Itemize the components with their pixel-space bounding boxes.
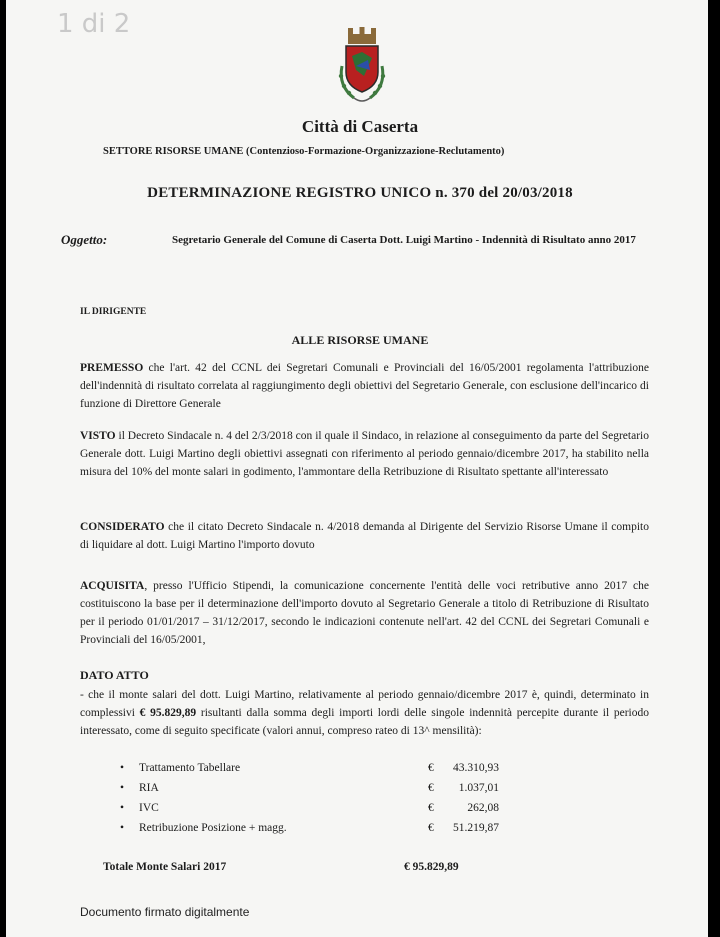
currency-symbol: € [428,802,434,814]
paragraph-premesso [80,359,649,413]
dato-atto-amount: € 95.829,89 [139,707,197,719]
bullet-icon: • [120,762,125,774]
bullet-icon: • [120,802,125,814]
determination-title: DETERMINAZIONE REGISTRO UNICO n. 370 del 20/03/2018 [147,185,573,201]
list-item [120,802,500,822]
item-label: Retribuzione Posizione + magg. [139,822,287,834]
subject-text: Segretario Generale del Comune di Caserta Dott. Luigi Martino - Indennità di Risultato anno 2017 [172,234,636,246]
total-label: Totale Monte Salari 2017 [103,861,227,873]
paragraph-text: che l'art. 42 del CCNL dei Segretari Comunali e Provinciali del 16/05/2001 regolamenta l'attribuzione dell'indennità di risultato correlata al raggiungimento degli obiettivi del Segretario Generale, con esclusione dell'incarico di funzione di Direttore Generale [80,362,649,410]
total-value: € 95.829,89 [404,861,459,873]
paragraph-lead: PREMESSO [80,362,144,374]
dato-atto-text-before: - che il monte salari del dott. Luigi Martino, relativamente al periodo gennaio/dicembre 2017 è, quindi, determinato in complessivi [80,689,649,719]
list-item [120,782,500,802]
item-value: 51.219,87 [453,822,499,834]
director-area-heading: ALLE RISORSE UMANE [291,333,429,347]
city-crest-icon [334,26,390,106]
dato-atto-text-after: risultanti dalla somma degli importi lordi delle singole indennità percepite durante il periodo interessato, come di seguito specificate (valori annui, compreso rateo di 13^ mensilità): [80,707,649,737]
paragraph-dato-atto [80,686,649,740]
director-heading: IL DIRIGENTE [80,307,147,317]
bullet-icon: • [120,782,125,794]
list-item [120,762,500,782]
currency-symbol: € [428,762,434,774]
sector-name: SETTORE RISORSE UMANE (Contenzioso-Formazione-Organizzazione-Reclutamento) [103,146,505,157]
dato-atto-heading: DATO ATTO [80,668,149,682]
paragraph-text: che il citato Decreto Sindacale n. 4/2018 demanda al Dirigente del Servizio Risorse Umane il compito di liquidare al dott. Luigi Martino l'importo dovuto [80,521,649,551]
currency-symbol: € [428,822,434,834]
list-item [120,822,500,842]
paragraph-text: , presso l'Ufficio Stipendi, la comunicazione concernente l'entità delle voci retributive anno 2017 che costituiscono la base per il determinazione dell'importo dovuto al Segretario Generale a titolo di Retribuzione di Risultato per il periodo 01/01/2017 – 31/12/2017, secondo le indicazioni contenute nell'art. 42 del CCNL dei Segretari Comunali e Provinciali del 16/05/2001, [80,580,649,646]
item-label: Trattamento Tabellare [139,762,241,774]
paragraph-lead: CONSIDERATO [80,521,165,533]
page-indicator: 1 di 2 [57,9,131,39]
paragraph-lead: VISTO [80,430,116,442]
paragraph-lead: ACQUISITA [80,580,145,592]
paragraph-visto [80,427,649,481]
city-name: Città di Caserta [301,117,419,136]
item-value: 262,08 [467,802,499,814]
salary-items-list [120,762,500,842]
bullet-icon: • [120,822,125,834]
paragraph-considerato [80,518,649,554]
item-label: RIA [139,782,159,794]
digital-signature-note: Documento firmato digitalmente [80,905,250,919]
currency-symbol: € [428,782,434,794]
paragraph-acquisita [80,577,649,649]
item-value: 1.037,01 [458,782,499,794]
item-label: IVC [139,802,159,814]
subject-label: Oggetto: [61,232,108,247]
item-value: 43.310,93 [453,762,499,774]
paragraph-text: il Decreto Sindacale n. 4 del 2/3/2018 con il quale il Sindaco, in relazione al conseguimento da parte del Segretario Generale dott. Luigi Martino degli obiettivi assegnati con riferimento al periodo gennaio/dicembre 2017, ha stabilito nella misura del 10% del monte salari in godimento, l'ammontare della Retribuzione di Risultato spettante all'interessato [80,430,649,478]
